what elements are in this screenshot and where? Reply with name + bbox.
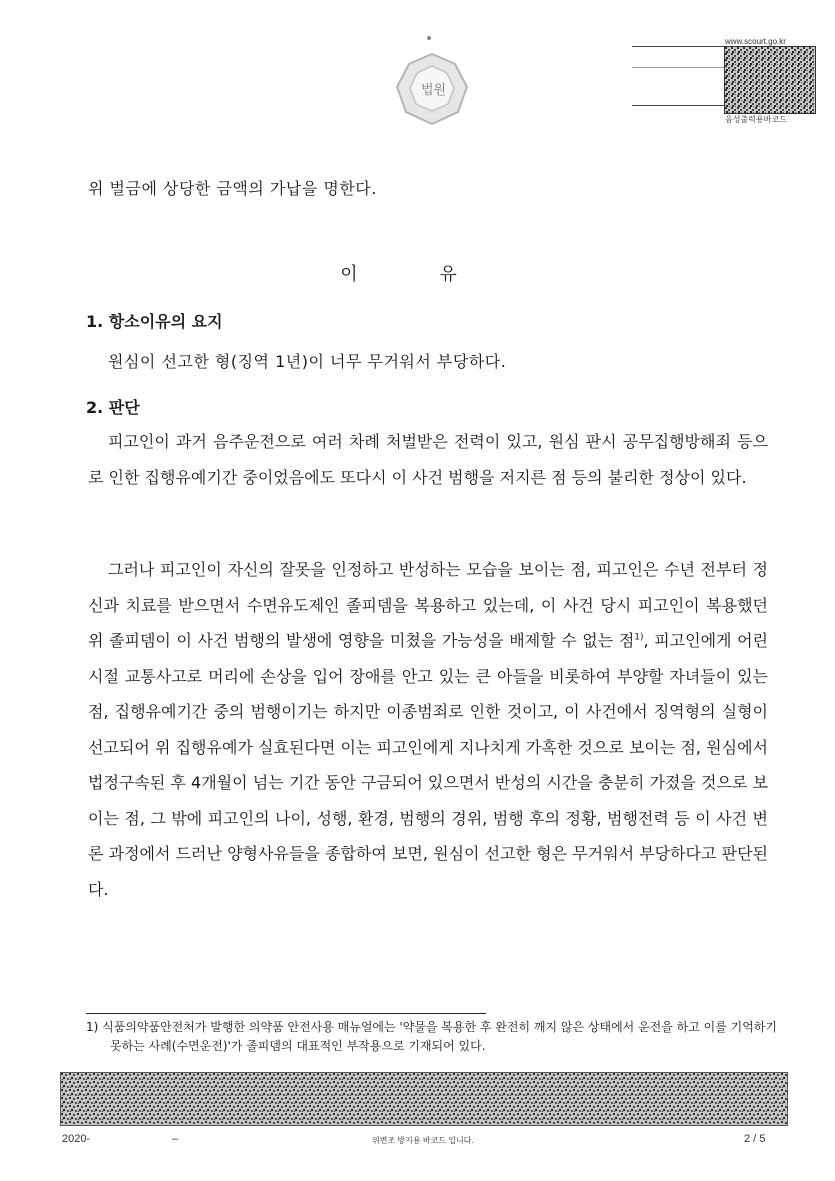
continuation-text: 위 벌금에 상당한 금액의 가납을 명한다.	[88, 179, 377, 198]
section1-text: 원심이 선고한 형(징역 1년)이 너무 무거워서 부당하다.	[108, 352, 507, 371]
reasons-title: 이 유	[340, 264, 495, 285]
court-seal-icon	[395, 52, 469, 126]
section2-title: 2. 판단	[86, 398, 140, 417]
qr-code-icon	[724, 46, 816, 114]
anti-forgery-barcode-icon	[60, 1072, 788, 1126]
barcode-notice: 위변조 방지용 바코드 입니다.	[372, 1136, 474, 1145]
site-url: www.scourt.go.kr	[725, 37, 786, 46]
para2-part-a: 그러나 피고인이 자신의 잘못을 인정하고 반성하는 모습을 보이는 점, 피고인은 수년 전부터 정신과 치료를 받으면서 수면유도제인 졸피뎀을 복용하고 있는데, 이 사건 당시 피고인이 복용했던 위 졸피뎀이 이 사건 범행의 발생에 영향을 미쳤을 가능성을 배제할 수 없는 점	[88, 560, 768, 650]
page-number: 2 / 5	[744, 1133, 766, 1145]
barcode-label: 음성출력용바코드	[725, 115, 787, 124]
judgment-paragraph-2	[88, 552, 768, 907]
footnote-ref: 1)	[634, 632, 644, 643]
footnote-text: 1) 식품의약품안전처가 발행한 의약품 안전사용 매뉴얼에는 '약물을 복용한 후 완전히 깨지 않은 상태에서 운전을 하고 이를 기억하기 못하는 사례(수면운전)'가 졸피뎀의 대표적인 부작용으로 기재되어 있다.	[86, 1020, 778, 1053]
footnote	[86, 1018, 786, 1056]
section1-title: 1. 항소이유의 요지	[86, 312, 223, 331]
para2-part-b: , 피고인에게 어린 시절 교통사고로 머리에 손상을 입어 장애를 안고 있는 큰 아들을 비롯하여 부양할 자녀들이 있는 점, 집행유예기간 중의 범행이기는 하지만 이종범죄로 인한 것이고, 이 사건에서 징역형의 실형이 선고되어 위 집행유예가 실효된다면 이는 피고인에게 지나치게 가혹한 것으로 보이는 점, 원심에서 법정구속된 후 4개월이 넘는 기간 동안 구금되어 있으면서 반성의 시간을 충분히 가졌을 것으로 보이는 점, 그 밖에 피고인의 나이, 성행, 환경, 범행의 경위, 범행 후의 정황, 범행전력 등 이 사건 변론 과정에서 드러난 양형사유들을 종합하여 보면, 원심이 선고한 형은 무거워서 부당하다고 판단된다.	[88, 631, 768, 899]
case-dash: –	[172, 1133, 179, 1145]
header-box	[632, 46, 724, 106]
case-number: 2020-	[62, 1133, 91, 1145]
seal-text: 법원	[421, 83, 447, 98]
footnote-rule	[86, 1013, 486, 1014]
scan-dot	[427, 36, 431, 40]
judgment-paragraph-1: 피고인이 과거 음주운전으로 여러 차례 처벌받은 전력이 있고, 원심 판시 공무집행방해죄 등으로 인한 집행유예기간 중이었음에도 또다시 이 사건 범행을 저지른 점 등의 불리한 정상이 있다.	[88, 432, 768, 487]
